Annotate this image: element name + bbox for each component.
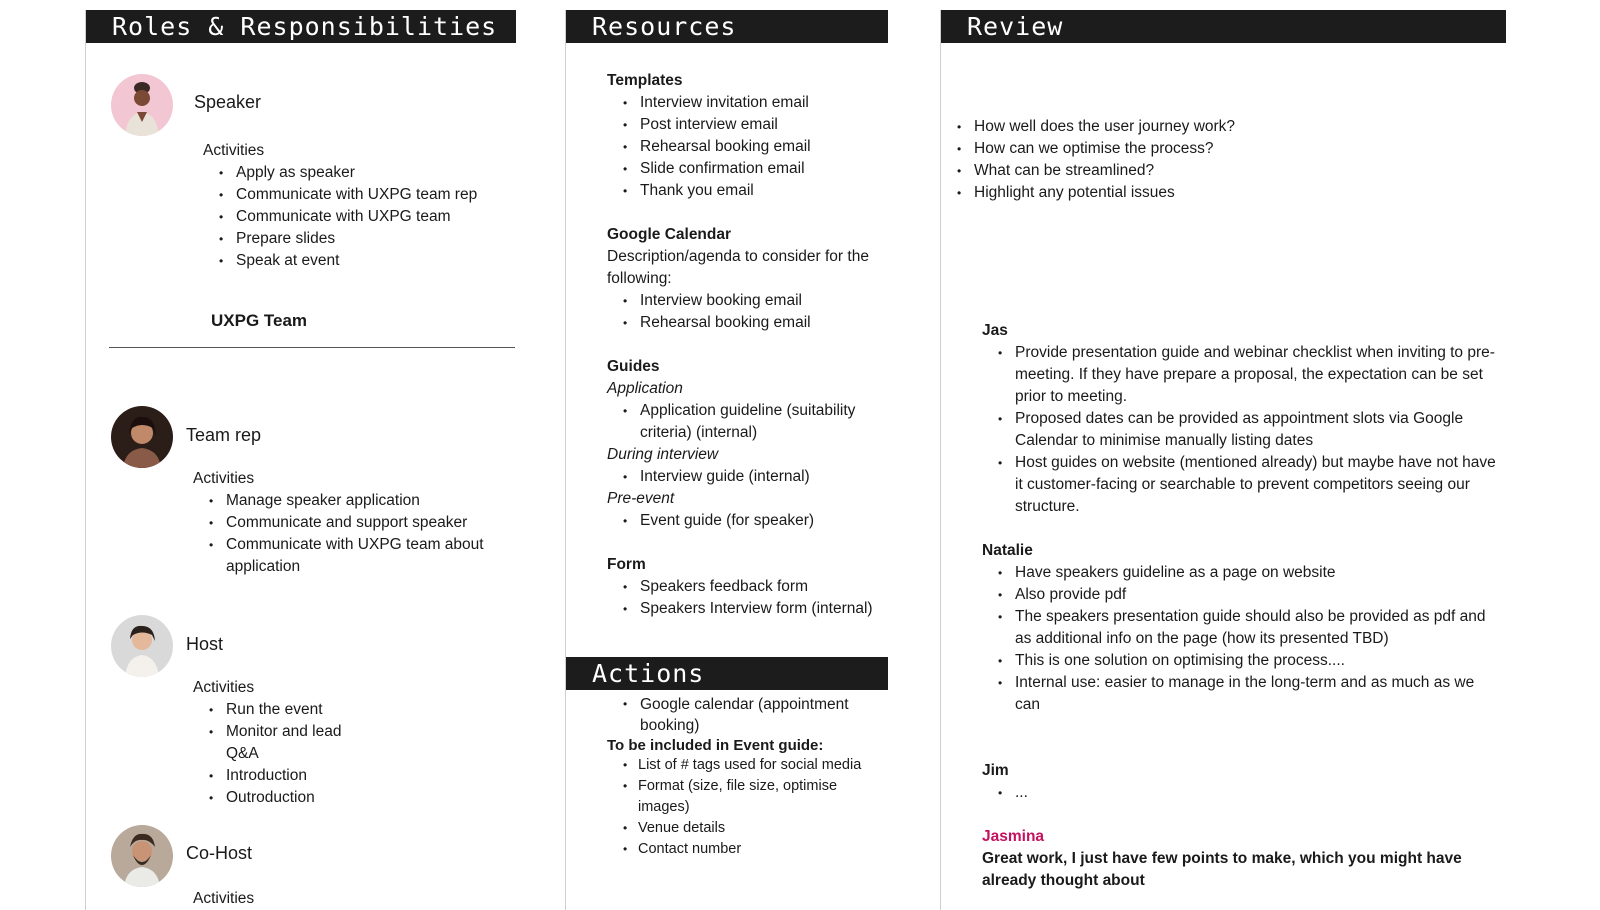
templates-title: Templates	[607, 72, 683, 89]
reviewer-name-jas: Jas	[982, 322, 1008, 339]
guides-pre-label: Pre-event	[607, 490, 675, 507]
event-guide-list	[607, 755, 882, 860]
host-activities-label: Activities	[193, 679, 255, 696]
list-item: • Event guide (for speaker)	[607, 510, 882, 532]
list-item: • Communicate with UXPG team about application	[193, 534, 503, 578]
resources-header: Resources	[566, 10, 888, 43]
roles-header: Roles & Responsibilities	[86, 10, 516, 43]
list-item: • What can be streamlined?	[941, 160, 1506, 182]
list-item: • Interview booking email	[607, 290, 882, 312]
host-avatar	[111, 615, 173, 677]
team-rep-avatar	[111, 406, 173, 468]
jas-comments	[982, 342, 1497, 518]
reviewer-name-jasmina: Jasmina	[982, 828, 1045, 845]
list-item: • Proposed dates can be provided as appointment slots via Google Calendar to minimise manually listing dates	[982, 408, 1497, 452]
list-item: • ...	[982, 782, 1497, 804]
reviewer-name-natalie: Natalie	[982, 542, 1033, 559]
speaker-avatar	[111, 74, 173, 136]
co-host-avatar	[111, 825, 173, 887]
list-item: • Contact number	[607, 839, 882, 860]
list-item: • Also provide pdf	[982, 584, 1497, 606]
roles-panel	[85, 10, 516, 910]
list-item: • Slide confirmation email	[607, 158, 882, 180]
list-item: • Outroduction	[193, 787, 363, 809]
jim-comments	[982, 782, 1497, 804]
list-item: • Monitor and lead Q&A	[193, 721, 363, 765]
list-item: • List of # tags used for social media	[607, 755, 882, 776]
review-panel	[940, 10, 1506, 910]
uxpg-team-title: UXPG Team	[211, 311, 308, 330]
templates-list	[607, 92, 882, 202]
list-item: • Apply as speaker	[203, 162, 503, 184]
list-item: • Communicate with UXPG team	[203, 206, 503, 228]
guides-title: Guides	[607, 358, 660, 375]
team-rep-activities-list	[193, 490, 503, 578]
list-item: • Rehearsal booking email	[607, 312, 882, 334]
list-item: • The speakers presentation guide should also be provided as pdf and as additional info on the page (how its presented TBD)	[982, 606, 1497, 650]
guides-application-label: Application	[607, 380, 683, 397]
list-item: • This is one solution on optimising the process....	[982, 650, 1497, 672]
list-item: • Internal use: easier to manage in the long-term and as much as we can	[982, 672, 1497, 716]
list-item: • Post interview email	[607, 114, 882, 136]
list-item: • Prepare slides	[203, 228, 503, 250]
form-list	[607, 576, 882, 620]
list-item: • Communicate with UXPG team rep	[203, 184, 503, 206]
list-item: • Highlight any potential issues	[941, 182, 1506, 204]
natalie-comments	[982, 562, 1497, 716]
list-item: • Format (size, file size, optimise images)	[607, 776, 882, 818]
actions-header: Actions	[566, 657, 888, 690]
host-role-name: Host	[186, 634, 224, 654]
speaker-role-name: Speaker	[194, 92, 262, 112]
list-item: • Thank you email	[607, 180, 882, 202]
list-item: • Venue details	[607, 818, 882, 839]
list-item: • Communicate and support speaker	[193, 512, 503, 534]
list-item: • Google calendar (appointment booking)	[607, 694, 882, 736]
list-item: • Speak at event	[203, 250, 503, 272]
reviewer-name-jim: Jim	[982, 762, 1009, 779]
guides-application-list	[607, 400, 882, 444]
resources-content	[607, 70, 882, 620]
list-item: • Speakers feedback form	[607, 576, 882, 598]
form-title: Form	[607, 556, 646, 573]
guides-pre-list	[607, 510, 882, 532]
list-item: • How well does the user journey work?	[941, 116, 1506, 138]
co-host-role-name: Co-Host	[186, 843, 253, 863]
google-calendar-description: Description/agenda to consider for the following:	[607, 248, 869, 287]
list-item: • Host guides on website (mentioned already) but maybe have not have it customer-facing or searchable to prevent competitors seeing our structure.	[982, 452, 1497, 518]
guides-during-list	[607, 466, 882, 488]
speaker-activities-list	[203, 162, 503, 272]
list-item: • Interview invitation email	[607, 92, 882, 114]
team-rep-activities-label: Activities	[193, 470, 255, 487]
list-item: • Run the event	[193, 699, 363, 721]
list-item: • How can we optimise the process?	[941, 138, 1506, 160]
google-calendar-list	[607, 290, 882, 334]
actions-content	[607, 694, 882, 860]
jasmina-comment: Great work, I just have few points to make, which you might have already thought about	[982, 850, 1462, 889]
list-item: • Manage speaker application	[193, 490, 503, 512]
list-item: • Provide presentation guide and webinar checklist when inviting to pre-meeting. If they have prepare a proposal, the expectation can be set prior to meeting.	[982, 342, 1497, 408]
list-item: • Rehearsal booking email	[607, 136, 882, 158]
speaker-activities-label: Activities	[203, 142, 265, 159]
co-host-activities-label: Activities	[193, 890, 255, 907]
team-rep-role-name: Team rep	[186, 425, 262, 445]
event-guide-title: To be included in Event guide:	[607, 737, 824, 754]
google-calendar-title: Google Calendar	[607, 226, 732, 243]
list-item: • Interview guide (internal)	[607, 466, 882, 488]
list-item: • Introduction	[193, 765, 363, 787]
section-divider	[109, 347, 515, 348]
review-comments	[982, 320, 1497, 892]
host-activities-list	[193, 699, 363, 809]
actions-list	[607, 694, 882, 736]
list-item: • Have speakers guideline as a page on website	[982, 562, 1497, 584]
review-header: Review	[941, 10, 1506, 43]
guides-during-label: During interview	[607, 446, 719, 463]
resources-panel	[565, 10, 888, 910]
list-item: • Application guideline (suitability criteria) (internal)	[607, 400, 882, 444]
list-item: • Speakers Interview form (internal)	[607, 598, 882, 620]
review-questions	[941, 116, 1506, 204]
